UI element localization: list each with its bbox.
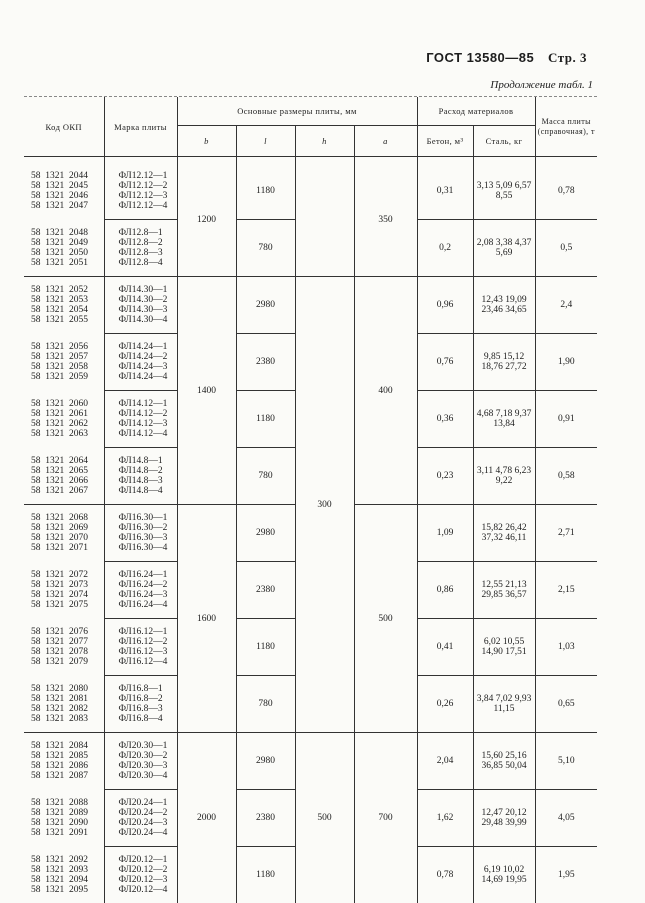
dim-h: 300 xyxy=(295,277,354,733)
steel-mass: 12,47 20,12 29,48 39,99 xyxy=(473,790,535,847)
dim-l: 780 xyxy=(236,676,295,733)
concrete-volume: 0,78 xyxy=(417,847,473,903)
okp-codes: 58 1321 2056 58 1321 2057 58 1321 2058 58 1321 2059 xyxy=(24,334,104,391)
okp-codes: 58 1321 2052 58 1321 2053 58 1321 2054 58 1321 2055 xyxy=(24,277,104,334)
dim-l: 1180 xyxy=(236,157,295,220)
okp-codes: 58 1321 2088 58 1321 2089 58 1321 2090 58 1321 2091 xyxy=(24,790,104,847)
concrete-volume: 0,41 xyxy=(417,619,473,676)
table-continuation-note: Продолжение табл. 1 xyxy=(490,79,593,91)
okp-codes: 58 1321 2080 58 1321 2081 58 1321 2082 58 1321 2083 xyxy=(24,676,104,733)
header-code: Код ОКП xyxy=(24,97,104,157)
concrete-volume: 0,26 xyxy=(417,676,473,733)
okp-codes: 58 1321 2072 58 1321 2073 58 1321 2074 58 1321 2075 xyxy=(24,562,104,619)
concrete-volume: 1,09 xyxy=(417,505,473,562)
dim-b: 1600 xyxy=(177,505,236,733)
okp-codes: 58 1321 2064 58 1321 2065 58 1321 2066 58 1321 2067 xyxy=(24,448,104,505)
dim-l: 2980 xyxy=(236,505,295,562)
slab-mass: 1,03 xyxy=(535,619,597,676)
concrete-volume: 0,86 xyxy=(417,562,473,619)
okp-codes: 58 1321 2092 58 1321 2093 58 1321 2094 58 1321 2095 xyxy=(24,847,104,903)
slab-marks: ФЛ16.8—1 ФЛ16.8—2 ФЛ16.8—3 ФЛ16.8—4 xyxy=(104,676,177,733)
slab-mass: 1,95 xyxy=(535,847,597,903)
okp-codes: 58 1321 2048 58 1321 2049 58 1321 2050 58 1321 2051 xyxy=(24,220,104,277)
slab-marks: ФЛ16.12—1 ФЛ16.12—2 ФЛ16.12—3 ФЛ16.12—4 xyxy=(104,619,177,676)
slab-mass: 2,15 xyxy=(535,562,597,619)
okp-codes: 58 1321 2076 58 1321 2077 58 1321 2078 58 1321 2079 xyxy=(24,619,104,676)
slab-mass: 2,4 xyxy=(535,277,597,334)
dim-a: 700 xyxy=(354,733,417,903)
header-consumption: Расход материалов xyxy=(417,97,535,126)
standard-number: ГОСТ 13580—85 xyxy=(426,50,534,65)
dim-l: 1180 xyxy=(236,619,295,676)
dim-l: 780 xyxy=(236,220,295,277)
slab-marks: ФЛ20.24—1 ФЛ20.24—2 ФЛ20.24—3 ФЛ20.24—4 xyxy=(104,790,177,847)
table-body xyxy=(24,157,597,903)
steel-mass: 2,08 3,38 4,37 5,69 xyxy=(473,220,535,277)
table-row xyxy=(24,157,597,220)
okp-codes: 58 1321 2044 58 1321 2045 58 1321 2046 58 1321 2047 xyxy=(24,157,104,220)
slab-marks: ФЛ14.30—1 ФЛ14.30—2 ФЛ14.30—3 ФЛ14.30—4 xyxy=(104,277,177,334)
steel-mass: 3,11 4,78 6,23 9,22 xyxy=(473,448,535,505)
okp-codes: 58 1321 2060 58 1321 2061 58 1321 2062 58 1321 2063 xyxy=(24,391,104,448)
slab-mass: 0,58 xyxy=(535,448,597,505)
slab-marks: ФЛ12.12—1 ФЛ12.12—2 ФЛ12.12—3 ФЛ12.12—4 xyxy=(104,157,177,220)
header-a: a xyxy=(354,126,417,157)
dim-a: 400 xyxy=(354,277,417,505)
concrete-volume: 1,62 xyxy=(417,790,473,847)
table-header xyxy=(24,97,597,157)
dim-b: 1200 xyxy=(177,157,236,277)
dim-l: 1180 xyxy=(236,391,295,448)
concrete-volume: 2,04 xyxy=(417,733,473,790)
header-b: b xyxy=(177,126,236,157)
dim-l: 2380 xyxy=(236,790,295,847)
header-l: l xyxy=(236,126,295,157)
slab-mass: 0,5 xyxy=(535,220,597,277)
header-mark: Марка плиты xyxy=(104,97,177,157)
table-row xyxy=(24,733,597,790)
concrete-volume: 0,76 xyxy=(417,334,473,391)
header-steel: Сталь, кг xyxy=(473,126,535,157)
okp-codes: 58 1321 2068 58 1321 2069 58 1321 2070 58 1321 2071 xyxy=(24,505,104,562)
slab-marks: ФЛ16.24—1 ФЛ16.24—2 ФЛ16.24—3 ФЛ16.24—4 xyxy=(104,562,177,619)
dim-b: 2000 xyxy=(177,733,236,903)
dim-l: 2380 xyxy=(236,334,295,391)
steel-mass: 6,19 10,02 14,69 19,95 xyxy=(473,847,535,903)
dim-l: 2980 xyxy=(236,277,295,334)
concrete-volume: 0,36 xyxy=(417,391,473,448)
concrete-volume: 0,2 xyxy=(417,220,473,277)
slab-marks: ФЛ14.24—1 ФЛ14.24—2 ФЛ14.24—3 ФЛ14.24—4 xyxy=(104,334,177,391)
dim-h-empty xyxy=(295,157,354,277)
dim-b: 1400 xyxy=(177,277,236,505)
slab-marks: ФЛ20.12—1 ФЛ20.12—2 ФЛ20.12—3 ФЛ20.12—4 xyxy=(104,847,177,903)
slab-mass: 4,05 xyxy=(535,790,597,847)
steel-mass: 4,68 7,18 9,37 13,84 xyxy=(473,391,535,448)
steel-mass: 3,84 7,02 9,93 11,15 xyxy=(473,676,535,733)
steel-mass: 15,82 26,42 37,32 46,11 xyxy=(473,505,535,562)
header-h: h xyxy=(295,126,354,157)
page-number: Стр. 3 xyxy=(548,50,587,65)
dim-l: 2380 xyxy=(236,562,295,619)
slab-marks: ФЛ20.30—1 ФЛ20.30—2 ФЛ20.30—3 ФЛ20.30—4 xyxy=(104,733,177,790)
table-row xyxy=(24,277,597,334)
slab-marks: ФЛ14.12—1 ФЛ14.12—2 ФЛ14.12—3 ФЛ14.12—4 xyxy=(104,391,177,448)
dim-l: 2980 xyxy=(236,733,295,790)
header-concrete: Бетон, м³ xyxy=(417,126,473,157)
dim-a: 500 xyxy=(354,505,417,733)
steel-mass: 3,13 5,09 6,57 8,55 xyxy=(473,157,535,220)
dim-l: 780 xyxy=(236,448,295,505)
dim-h: 500 xyxy=(295,733,354,903)
slab-mass: 5,10 xyxy=(535,733,597,790)
steel-mass: 6,02 10,55 14,90 17,51 xyxy=(473,619,535,676)
header-dimensions: Основные размеры плиты, мм xyxy=(177,97,417,126)
steel-mass: 12,55 21,13 29,85 36,57 xyxy=(473,562,535,619)
slab-specification-table xyxy=(24,97,597,903)
slab-marks: ФЛ14.8—1 ФЛ14.8—2 ФЛ14.8—3 ФЛ14.8—4 xyxy=(104,448,177,505)
concrete-volume: 0,96 xyxy=(417,277,473,334)
steel-mass: 9,85 15,12 18,76 27,72 xyxy=(473,334,535,391)
concrete-volume: 0,31 xyxy=(417,157,473,220)
page-header xyxy=(426,50,587,66)
steel-mass: 15,60 25,16 36,85 50,04 xyxy=(473,733,535,790)
dim-l: 1180 xyxy=(236,847,295,903)
slab-mass: 0,91 xyxy=(535,391,597,448)
slab-marks: ФЛ12.8—1 ФЛ12.8—2 ФЛ12.8—3 ФЛ12.8—4 xyxy=(104,220,177,277)
okp-codes: 58 1321 2084 58 1321 2085 58 1321 2086 58 1321 2087 xyxy=(24,733,104,790)
header-mass: Масса плиты (справочная), т xyxy=(535,97,597,157)
steel-mass: 12,43 19,09 23,46 34,65 xyxy=(473,277,535,334)
slab-marks: ФЛ16.30—1 ФЛ16.30—2 ФЛ16.30—3 ФЛ16.30—4 xyxy=(104,505,177,562)
slab-mass: 0,78 xyxy=(535,157,597,220)
slab-mass: 1,90 xyxy=(535,334,597,391)
slab-mass: 2,71 xyxy=(535,505,597,562)
concrete-volume: 0,23 xyxy=(417,448,473,505)
slab-mass: 0,65 xyxy=(535,676,597,733)
dim-a: 350 xyxy=(354,157,417,277)
